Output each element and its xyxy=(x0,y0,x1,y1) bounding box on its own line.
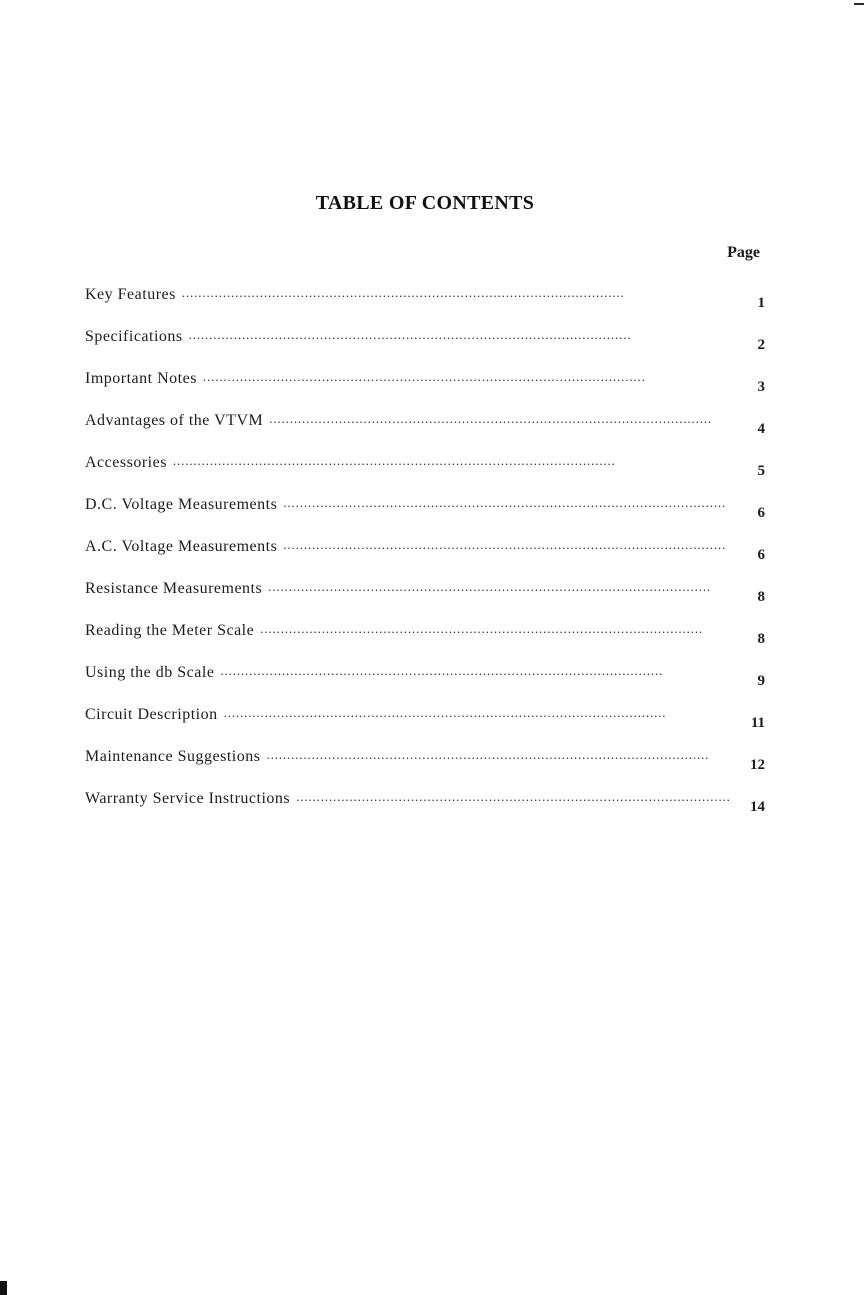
toc-entry-label: Specifications xyxy=(85,328,183,345)
toc-entry-circuit-description xyxy=(85,682,765,731)
page-column-header: Page xyxy=(727,244,760,261)
toc-entry-label: Circuit Description xyxy=(85,706,218,723)
dot-leader xyxy=(269,410,729,428)
toc-entry-label: Advantages of the VTVM xyxy=(85,412,264,429)
toc-entry-warranty xyxy=(85,766,765,815)
toc-entry-page: 1 xyxy=(757,295,765,311)
dot-leader xyxy=(220,662,729,680)
toc-entry-label: Important Notes xyxy=(85,370,197,387)
toc-entry-page: 6 xyxy=(757,547,765,563)
toc-entry-label: Resistance Measurements xyxy=(85,580,263,597)
toc-entry-page: 14 xyxy=(750,799,765,815)
toc-entry-dc-voltage xyxy=(85,472,765,521)
dot-leader xyxy=(203,368,729,386)
toc-entry-page: 8 xyxy=(757,631,765,647)
toc-entry-advantages xyxy=(85,388,765,437)
dot-leader xyxy=(296,788,729,806)
dot-leader xyxy=(268,578,729,596)
toc-entry-db-scale xyxy=(85,640,765,689)
toc-entry-key-features xyxy=(85,262,765,311)
toc-entry-label: Reading the Meter Scale xyxy=(85,622,255,639)
toc-entry-label: Accessories xyxy=(85,454,167,471)
toc-entry-page: 11 xyxy=(750,715,765,731)
toc-entry-accessories xyxy=(85,430,765,479)
toc-entry-label: Using the db Scale xyxy=(85,664,215,681)
toc-entry-page: 4 xyxy=(757,421,765,437)
corner-scan-mark xyxy=(0,1281,7,1295)
page-title: TABLE OF CONTENTS xyxy=(315,192,535,214)
dot-leader xyxy=(283,494,729,512)
dot-leader xyxy=(266,746,729,764)
toc-list xyxy=(85,262,765,815)
toc-entry-page: 6 xyxy=(757,505,765,521)
toc-entry-page: 3 xyxy=(757,379,765,395)
toc-entry-page: 9 xyxy=(757,673,765,689)
dot-leader xyxy=(224,704,729,722)
toc-entry-page: 8 xyxy=(757,589,765,605)
toc-entry-ac-voltage xyxy=(85,514,765,563)
corner-scan-mark xyxy=(854,3,864,5)
toc-entry-label: Maintenance Suggestions xyxy=(85,748,261,765)
toc-entry-page: 2 xyxy=(757,337,765,353)
toc-entry-label: Key Features xyxy=(85,286,176,303)
toc-entry-important-notes xyxy=(85,346,765,395)
toc-entry-page: 12 xyxy=(750,757,765,773)
toc-entry-maintenance xyxy=(85,724,765,773)
dot-leader xyxy=(173,452,729,470)
toc-entry-page: 5 xyxy=(757,463,765,479)
toc-entry-meter-scale xyxy=(85,598,765,647)
toc-entry-label: Warranty Service Instructions xyxy=(85,790,291,807)
dot-leader xyxy=(189,326,729,344)
dot-leader xyxy=(283,536,729,554)
toc-entry-label: A.C. Voltage Measurements xyxy=(85,538,278,555)
dot-leader xyxy=(182,284,729,302)
toc-entry-label: D.C. Voltage Measurements xyxy=(85,496,278,513)
dot-leader xyxy=(260,620,729,638)
toc-entry-specifications xyxy=(85,304,765,353)
toc-entry-resistance xyxy=(85,556,765,605)
